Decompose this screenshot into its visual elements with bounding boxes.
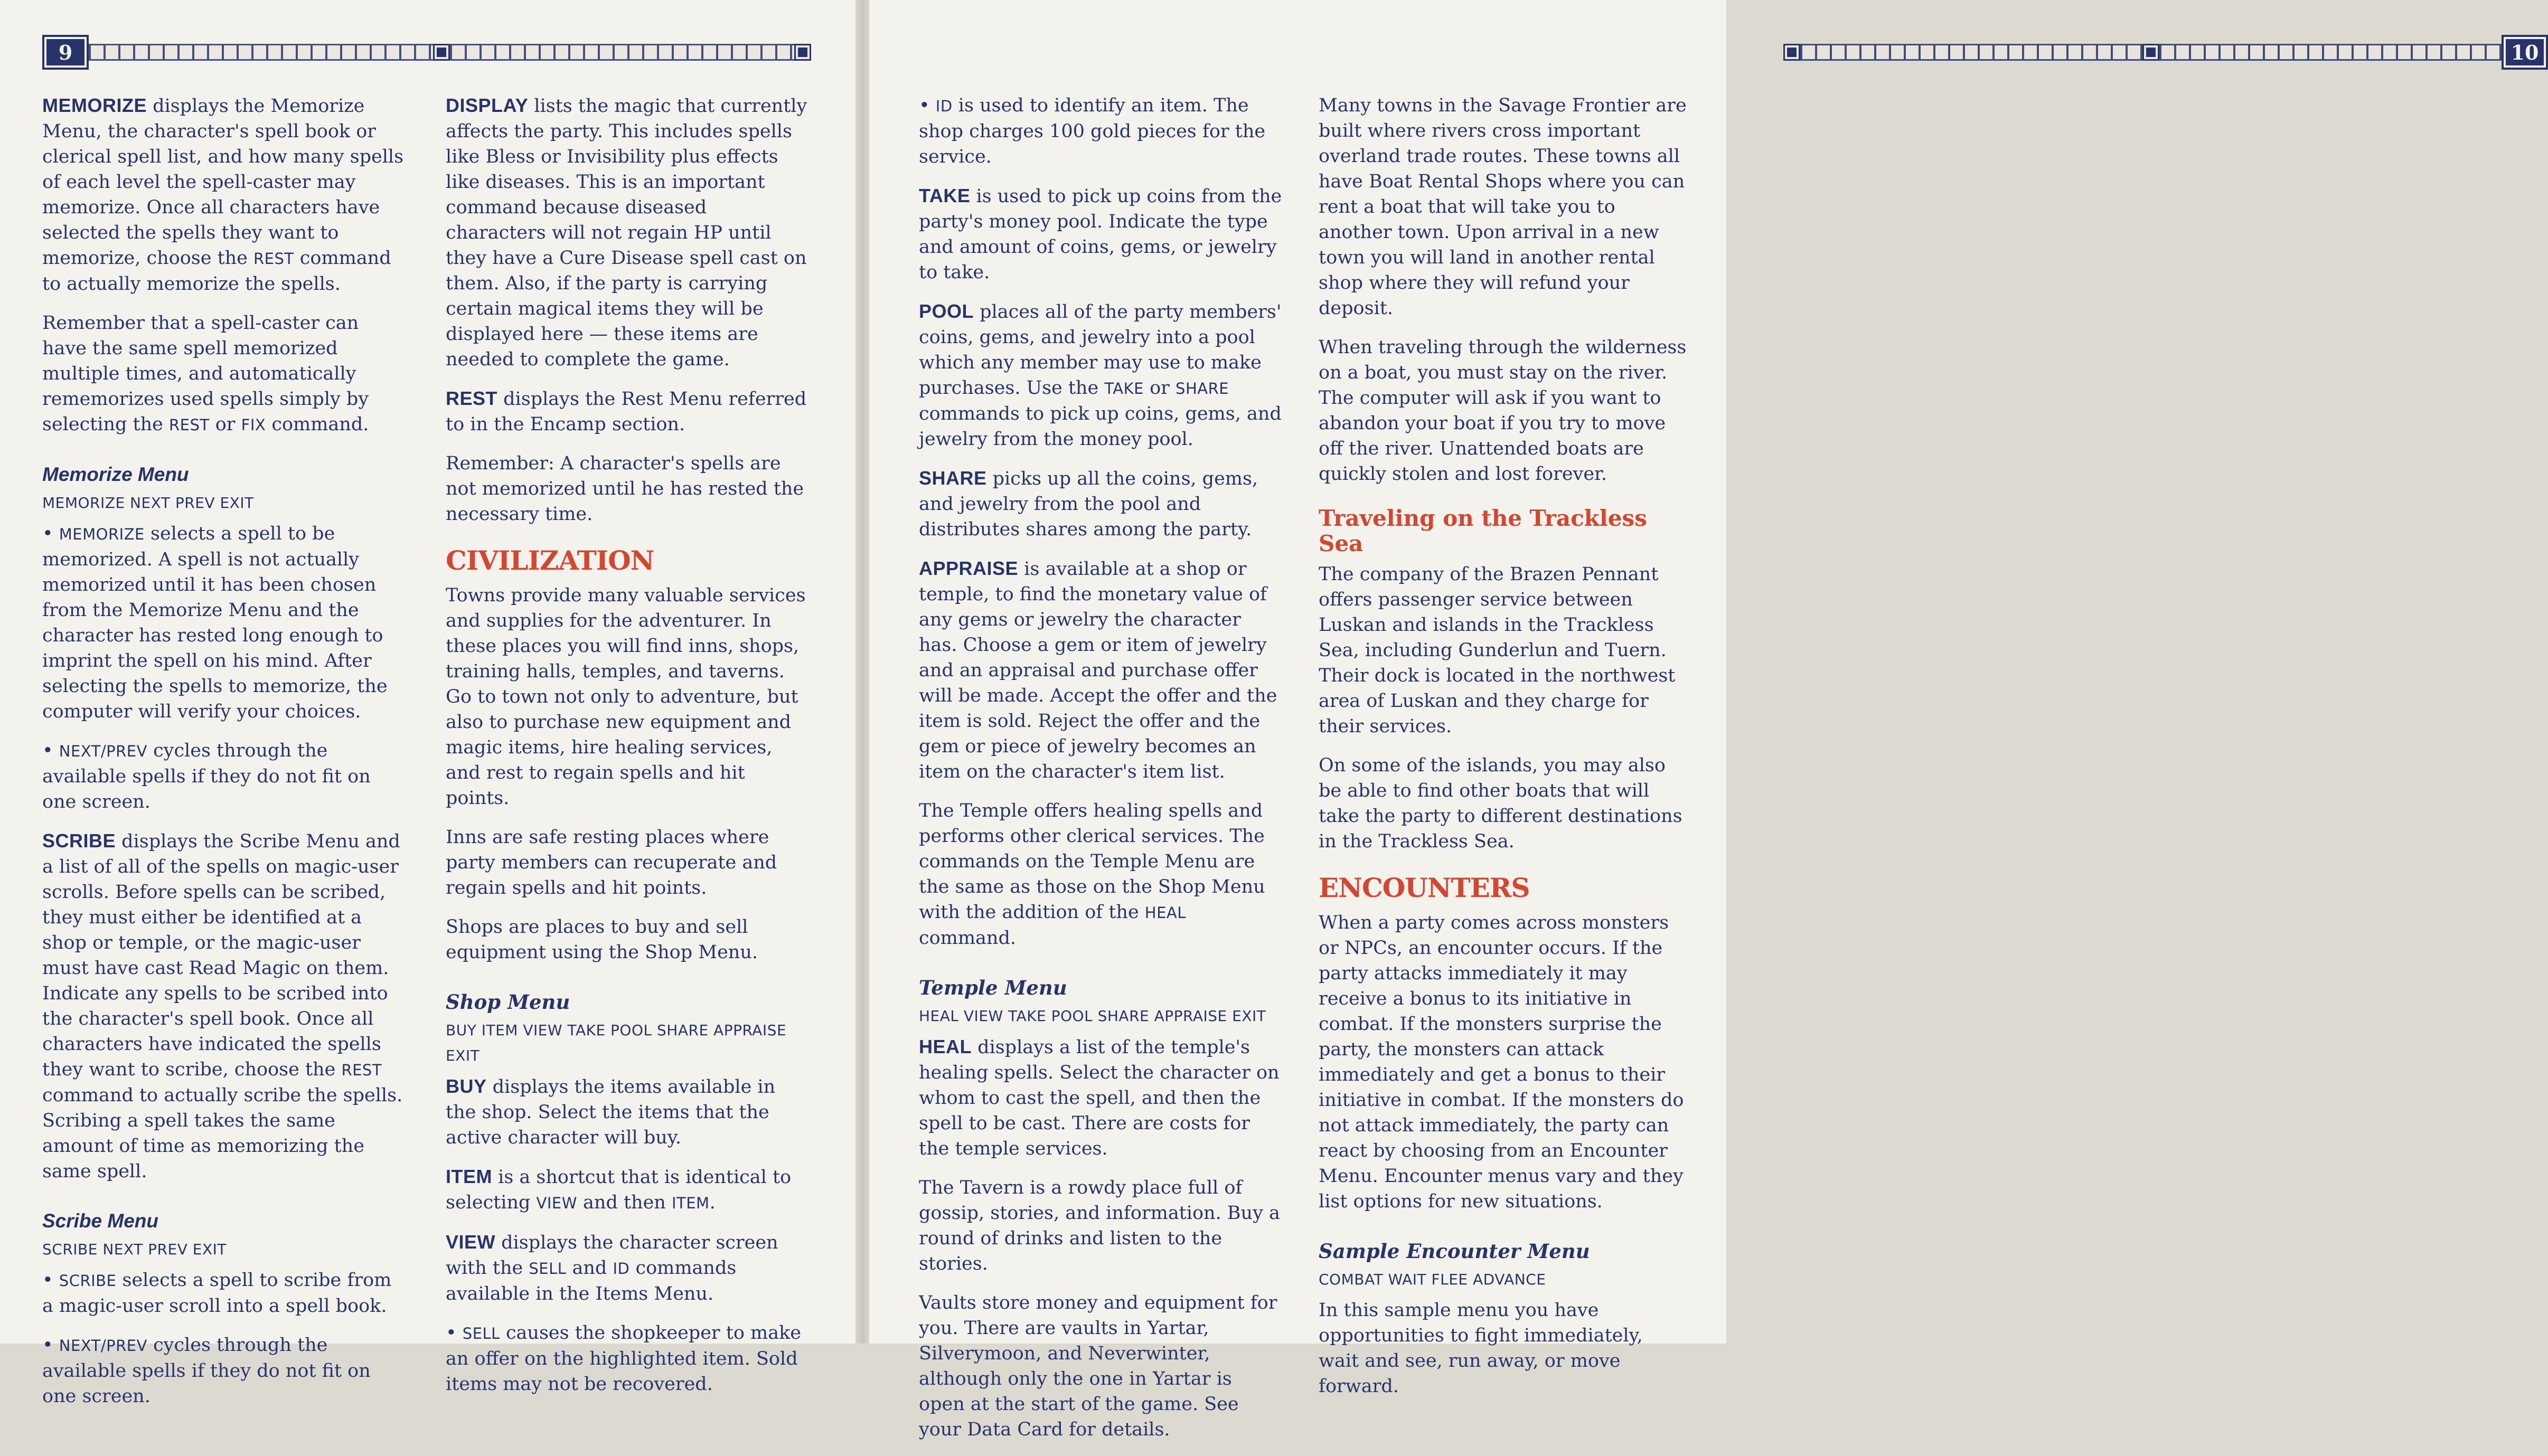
buy-text: displays the items available in the shop. Select the items that the active character will buy. [446,1076,776,1148]
header-square-icon [2142,44,2159,61]
view-term: VIEW [446,1231,496,1253]
temple-paragraph [919,798,1283,951]
display-text: lists the magic that currently affects the party. This includes spells like Bless or Invisibility plus effects like diseases. This is an important command because diseased characters will not regain HP until they have a Cure Disease spell cast on them. Also, if the party is carrying certain magical items they will be displayed here — these items are needed to complete the game. [446,96,807,370]
item-command: ITEM [671,1194,710,1212]
memorize-menu-commands: MEMORIZE NEXT PREV EXIT [42,494,254,512]
bullet-text: cycles through the available spells if they do not fit on one screen. [42,1335,371,1407]
rest-paragraph [446,386,810,437]
page-number-right: 10 [2502,35,2548,70]
item-paragraph [446,1164,810,1216]
rivers-paragraph: Many towns in the Savage Frontier are built where rivers cross important overland trade routes. These towns all have Boat Rental Shops where you can rent a boat that will take you to another town. Upon arrival in a new town you will land in another rental shop where they will refund your deposit. [1319,95,1687,319]
id-command: ID [613,1260,630,1278]
header-square-icon [794,44,811,61]
item-text: is a shortcut that is identical to selecting [446,1167,792,1213]
vaults-paragraph: Vaults store money and equipment for you. There are vaults in Yartar, Silverymoon, and Neverwinter, although only the one in Yartar is open at the start of the game. See your Data Card for details. [919,1292,1277,1440]
header-rule-left-1 [89,44,433,61]
appraise-paragraph [919,556,1283,784]
buy-term: BUY [446,1075,487,1097]
next-prev-command: NEXT/PREV [59,1337,147,1355]
remember-end: command. [266,414,369,435]
scribe-paragraph [42,828,407,1184]
header-rule-left-2 [450,44,794,61]
take-term: TAKE [919,185,971,206]
temple-menu-commands: HEAL VIEW TAKE POOL SHARE APPRAISE EXIT [919,1007,1266,1025]
bullet-text: selects a spell to scribe from a magic-user scroll into a spell book. [42,1270,392,1317]
rest-text: displays the Rest Menu referred to in the Encamp section. [446,389,807,435]
temple-text: The Temple offers healing spells and performs other clerical services. The commands on the Temple Menu are the same as those on the Shop Menu with the addition of the [919,800,1265,923]
take-paragraph [919,183,1283,285]
book-gutter [855,0,869,1344]
memorize-text: displays the Memorize Menu, the character's spell book or clerical spell list, and how many spells of each level the spell-caster may memorize. Once all characters have selected the spells they want to memorize, choose the [42,96,404,269]
inns-paragraph: Inns are safe resting places where party members can recuperate and regain spells and hit points. [446,827,777,899]
fix-command: FIX [241,416,266,434]
memorize-text-end: command to actually memorize the spells. [42,248,391,295]
rest-command: REST [253,250,294,268]
header-square-icon [433,44,450,61]
column-1 [42,93,407,1423]
sample-encounter-menu-title: Sample Encounter Menu [1319,1240,1590,1263]
buy-paragraph [446,1074,810,1150]
header-rule-right-1 [1800,44,2142,61]
shop-menu-title: Shop Menu [446,990,570,1014]
pool-paragraph [919,299,1283,452]
connector-text: and then [577,1192,672,1213]
item-end: . [709,1192,716,1213]
connector-text: or [209,414,241,435]
header-rule-right-2 [2159,44,2502,61]
sell-command: SELL [462,1325,500,1342]
heal-command: HEAL [1144,904,1186,922]
towns-paragraph: Towns provide many valuable services and supplies for the adventurer. In these places you will find inns, shops, training halls, temples, and taverns. Go to town not only to adventure, but also to purchase new equipment and magic items, hire healing services, and rest to regain spells and hit points. [446,585,806,809]
column-4 [1319,93,1688,1413]
sample-menu-paragraph: In this sample menu you have opportunities to fight immediately, wait and see, run away, or move forward. [1319,1300,1643,1397]
trackless-sea-heading: Traveling on the Trackless Sea [1319,505,1647,556]
left-page [0,0,855,1407]
next-prev-command: NEXT/PREV [59,742,147,760]
shop-menu-commands: BUY ITEM VIEW TAKE POOL SHARE APPRAISE EXIT [446,1022,787,1064]
islands-paragraph: On some of the islands, you may also be able to find other boats that will take the party to different destinations in the Trackless Sea. [1319,755,1682,852]
header-bar-right [1783,39,2548,65]
remember-paragraph [42,310,407,438]
scribe-text: displays the Scribe Menu and a list of all of the spells on magic-user scrolls. Before spells can be scribed, they must either be identified at a shop or temple, or the magic-user must have cast Read Magic on them. Indicate any spells to be scribed into the character's spell book. Once all characters have indicated the spells they want to scribe, choose the [42,831,400,1080]
shops-paragraph: Shops are places to buy and sell equipment using the Shop Menu. [446,916,758,963]
header-square-icon [1783,44,1800,61]
bullet-id: • ID is used to identify an item. The shop charges 100 gold pieces for the service. [919,95,1266,167]
display-paragraph [446,93,810,372]
sell-command: SELL [529,1260,567,1278]
rest-command: REST [341,1061,382,1079]
scribe-menu-commands: SCRIBE NEXT PREV EXIT [42,1241,227,1258]
take-text: is used to pick up coins from the party's money pool. Indicate the type and amount of coins, gems, or jewelry to take. [919,186,1282,283]
tavern-paragraph: The Tavern is a rowdy place full of gossip, stories, and information. Buy a round of drinks and listen to the stories. [919,1177,1280,1274]
scribe-text-end: command to actually scribe the spells. Scribing a spell takes the same amount of time as memorizing the same spell. [42,1085,403,1182]
bullet-text: causes the shopkeeper to make an offer on the highlighted item. Sold items may not be recovered. [446,1322,801,1395]
take-command: TAKE [1104,380,1144,398]
header-bar-left [42,39,811,65]
scribe-menu-title: Scribe Menu [42,1210,158,1232]
bullet-memorize: • MEMORIZE selects a spell to be memorized. A spell is not actually memorized until it has been chosen from the Memorize Menu and the character has rested long enough to imprint the spell on his mind. After selecting the spells to memorize, the computer will verify your choices. [42,523,388,722]
temple-end: command. [919,928,1016,949]
encounters-heading: ENCOUNTERS [1319,872,1530,903]
view-end: commands available in the Items Menu. [446,1258,737,1304]
appraise-text: is available at a shop or temple, to find the monetary value of any gems or jewelry the character has. Choose a gem or item of jewelry and an appraisal and purchase offer will be made. Accept the offer and the item is sold. Reject the offer and the gem or piece of jewelry becomes an item on the character's item list. [919,559,1277,782]
heal-paragraph [919,1034,1283,1161]
civilization-heading: CIVILIZATION [446,545,654,576]
connector-text: or [1143,377,1176,399]
column-2 [446,93,810,1411]
wilderness-paragraph: When traveling through the wilderness on a boat, you must stay on the river. The computer will ask if you want to abandon your boat if you try to move off the river. Unattended boats are quickly stolen and lost forever. [1319,337,1687,485]
bullet-text: cycles through the available spells if they do not fit on one screen. [42,740,371,812]
heal-term: HEAL [919,1036,972,1057]
view-command: VIEW [536,1194,577,1212]
scribe-term: SCRIBE [42,830,116,852]
bullet-text: selects a spell to be memorized. A spell is not actually memorized until it has been chosen from the Memorize Menu and the character has rested long enough to imprint the spell on his mind. After selecting the spells to memorize, the computer will verify your choices. [42,523,388,722]
temple-menu-title: Temple Menu [919,976,1067,999]
bullet-text: is used to identify an item. The shop charges 100 gold pieces for the service. [919,95,1266,167]
bullet-next-prev-2: • NEXT/PREV cycles through the available spells if they do not fit on one screen. [42,1335,371,1407]
pool-term: POOL [919,300,974,322]
remember-text: Remember that a spell-caster can have the same spell memorized multiple times, and automatically rememorizes used spells simply by selecting the [42,313,369,435]
rest-command: REST [168,416,210,434]
bullet-scribe: • SCRIBE selects a spell to scribe from a magic-user scroll into a spell book. [42,1270,392,1317]
encounters-paragraph: When a party comes across monsters or NPCs, an encounter occurs. If the party attacks immediately it may receive a bonus to its initiative in combat. If the monsters surprise the party, the monsters can attack immediately and get a bonus to their initiative in combat. If the monsters do not attack immediately, the party can react by choosing from an Encounter Menu. Encounter menus vary and they list options for new situations. [1319,912,1684,1212]
display-term: DISPLAY [446,94,529,116]
share-term: SHARE [919,467,987,489]
pool-text: places all of the party members' coins, gems, and jewelry into a pool which any member may use to make purchases. Use the [919,301,1282,399]
id-command: ID [935,97,953,115]
memorize-paragraph [42,93,407,297]
pool-end: commands to pick up coins, gems, and jewelry from the money pool. [919,403,1282,450]
connector-text: and [566,1258,613,1279]
brazen-pennant-paragraph: The company of the Brazen Pennant offers passenger service between Luskan and islands in the Trackless Sea, including Gunderlun and Tuern. Their dock is located in the northwest area of Luskan and they charge for their services. [1319,564,1676,737]
view-paragraph [446,1230,810,1307]
bullet-next-prev: • NEXT/PREV cycles through the available spells if they do not fit on one screen. [42,740,371,812]
scribe-command: SCRIBE [59,1272,117,1290]
heal-text: displays a list of the temple's healing spells. Select the character on whom to cast the spell, and then the spell to be cast. There are costs for the temple services. [919,1037,1280,1159]
bullet-sell: • SELL causes the shopkeeper to make an offer on the highlighted item. Sold items may not be recovered. [446,1322,801,1395]
memorize-command: MEMORIZE [59,525,145,543]
column-3 [919,93,1283,1456]
appraise-term: APPRAISE [919,557,1019,579]
share-command: SHARE [1176,380,1229,398]
share-paragraph [919,466,1283,542]
share-text: picks up all the coins, gems, and jewelry from the pool and distributes shares among the party. [919,468,1258,540]
view-text: displays the character screen with the [446,1232,778,1279]
item-term: ITEM [446,1166,492,1187]
page-number-left: 9 [42,35,89,70]
rest-term: REST [446,387,498,409]
memorize-term: MEMORIZE [42,94,147,116]
remember-note: Remember: A character's spells are not memorized until he has rested the necessary time. [446,453,804,525]
sample-encounter-menu-commands: COMBAT WAIT FLEE ADVANCE [1319,1271,1546,1288]
memorize-menu-title: Memorize Menu [42,464,189,485]
